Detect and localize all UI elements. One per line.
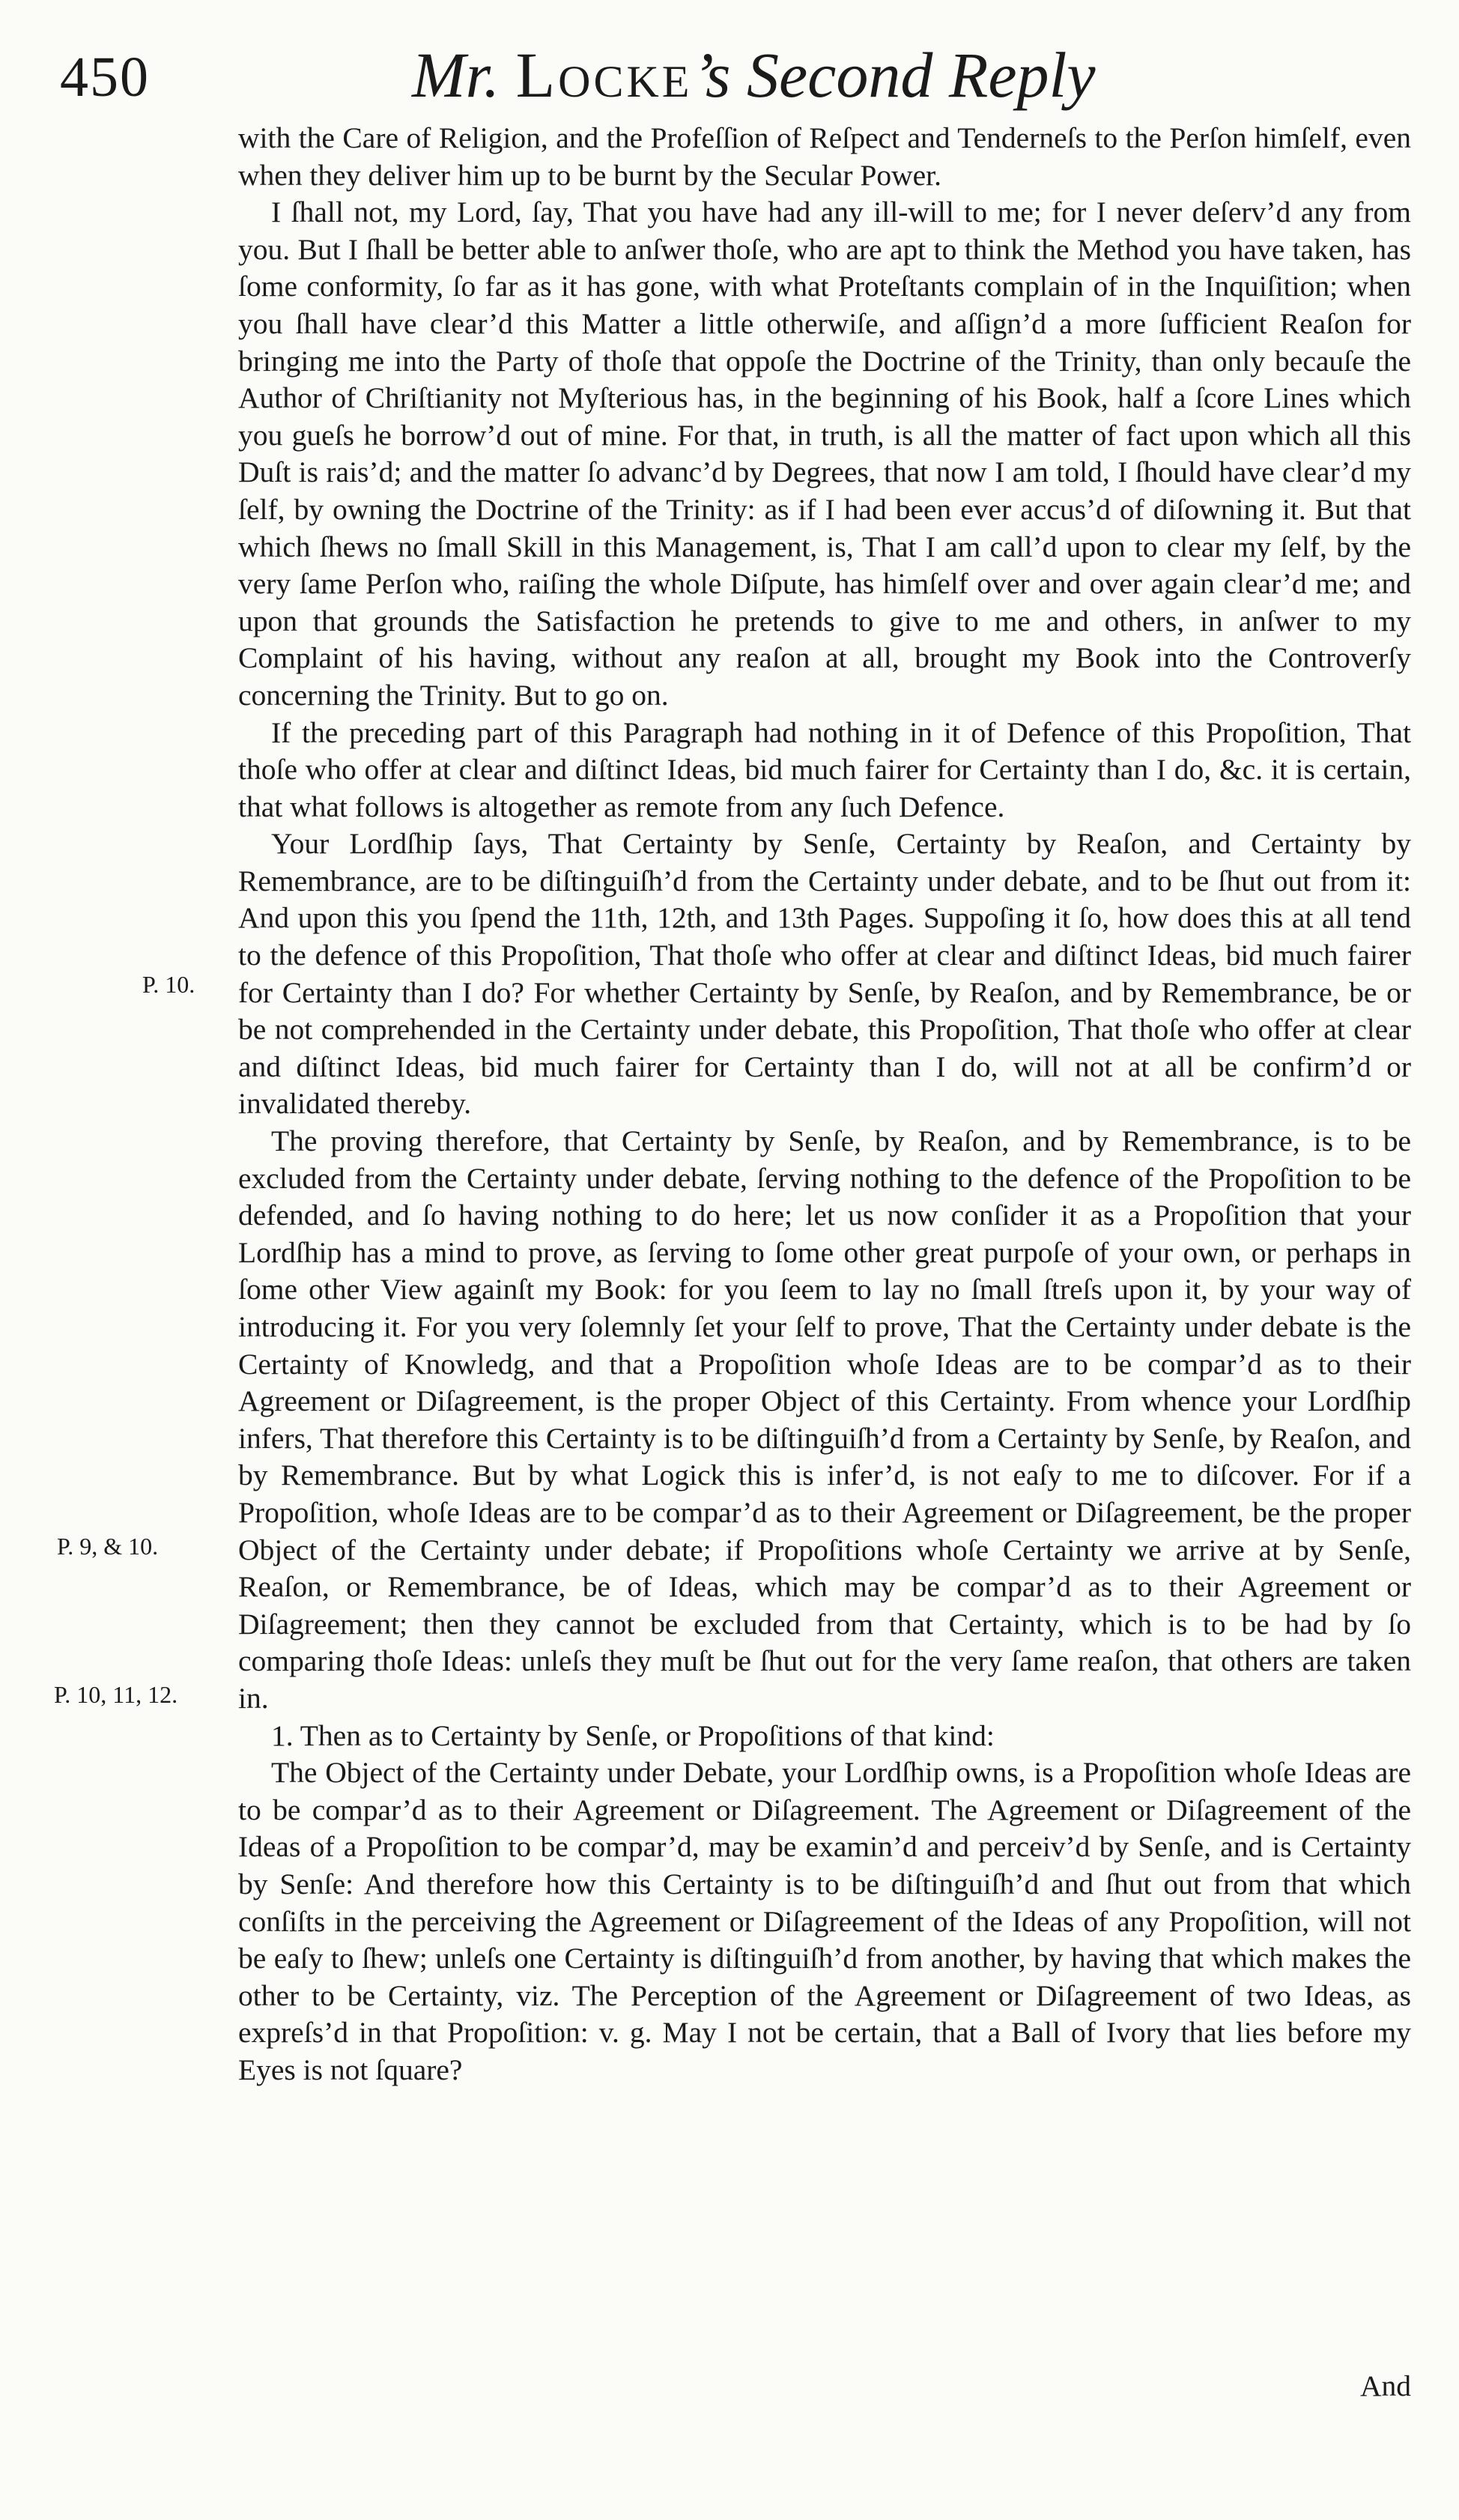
paragraph: The proving therefore, that Certainty by Senſe, by Reaſon, and by Remembrance, is to be excluded from the Certainty under debate, ſerving nothing to the defence of the Propoſition to be defended, and ſo having nothing to do here; let us now conſider it as a Propoſition that your Lordſhip has a mind to prove, as ſerving to ſome other great purpoſe of your own, or perhaps in ſome other View againſt my Book: for you ſeem to lay no ſmall ſtreſs upon it, by your way of introducing it. For you very ſolemnly ſet your ſelf to prove, That the Certainty under debate is the Certainty of Knowledg, and that a Propoſition whoſe Ideas are to be compar’d as to their Agreement or Diſagreement, is the proper Object of this Certainty. From whence your Lordſhip infers, That therefore this Certainty is to be diſtinguiſh’d from a Certainty by Senſe, by Reaſon, and by Remembrance. But by what Logick this is infer’d, is not eaſy to me to diſcover. For if a Propoſition, whoſe Ideas are to be compar’d as to their Agreement or Diſagreement, be the proper Object of the Certainty under debate; if Propoſitions whoſe Certainty we arrive at by Senſe, Reaſon, or Remembrance, be of Ideas, which may be compar’d as to their Agreement or Diſagreement; then they cannot be excluded from that Certainty, which is to be had by ſo comparing thoſe Ideas: unleſs they muſt be ſhut out for the very ſame reaſon, that others are taken in. (238, 1124, 1411, 1715)
paragraph: The Object of the Certainty under Debate, your Lordſhip owns, is a Propoſition whoſe Ideas are to be compar’d as to their Agreement or Diſagreement. The Agreement or Diſagreement of the Ideas of a Propoſition to be compar’d, may be examin’d and perceiv’d by Senſe, and is Certainty by Senſe: And therefore how this Certainty is to be diſtinguiſh’d and ſhut out from that which conſiſts in the perceiving the Agreement or Diſagreement of the Ideas of any Propoſition, will not be eaſy to ſhew; unleſs one Certainty is diſtinguiſh’d from another, by having that which makes the other to be Certainty, viz. The Perception of the Agreement or Diſagreement of two Ideas, as expreſs’d in that Propoſition: v. g. May I not be certain, that a Ball of Ivory that lies before my Eyes is not ſquare? (238, 1756, 1411, 2086)
paragraph: 1. Then as to Certainty by Senſe, or Propoſitions of that kind: (271, 1718, 995, 1752)
page-header (60, 28, 1408, 126)
paragraph: Your Lordſhip ſays, That Certainty by Senſe, Certainty by Reaſon, and Certainty by Remembrance, are to be diſtinguiſh’d from the Certainty under debate, and to be ſhut out from it: And upon this you ſpend the 11th, 12th, and 13th Pages. Suppoſing it ſo, how does this at all tend to the defence of this Propoſition, That thoſe who offer at clear and diſtinct Ideas, bid much fairer for Certainty than I do? For whether Certainty by Senſe, by Reaſon, and by Remembrance, be or be not comprehended in the Certainty under debate, this Propoſition, That thoſe who offer at clear and diſtinct Ideas, bid much fairer for Certainty than I do, will not at all be confirm’d or invalidated thereby. (238, 827, 1411, 1121)
margin-note: P. 10. (142, 971, 195, 998)
running-head-name: Locke (515, 39, 693, 111)
page-number: 450 (60, 46, 150, 109)
running-head (412, 37, 1096, 112)
paragraph-continuation: with the Care of Religion, and the Profeſſion of Reſpect and Tenderneſs to the Perſon himſelf, even when they deliver him up to be burnt by the Secular Power. (238, 121, 1411, 192)
margin-note: P. 9, & 10. (57, 1533, 159, 1560)
paragraph: If the preceding part of this Paragraph had nothing in it of Defence of this Propoſition, That thoſe who offer at clear and diſtinct Ideas, bid much fairer for Certainty than I do, &c. it is certain, that what follows is altogether as remote from any ſuch Defence. (238, 715, 1411, 823)
body-text (238, 120, 1411, 2089)
running-head-suffix: ’s Second Reply (692, 39, 1096, 111)
paragraph: I ſhall not, my Lord, ſay, That you have had any ill-will to me; for I never deſerv’d any from you. But I ſhall be better able to anſwer thoſe, who are apt to think the Method you have taken, has ſome conformity, ſo far as it has gone, with what Proteſtants complain of in the Inquiſition; when you ſhall have clear’d this Matter a little otherwiſe, and aſſign’d a more ſufficient Reaſon for bringing me into the Party of thoſe that oppoſe the Doctrine of the Trinity, than only becauſe the Author of Chriſtianity not Myſterious has, in the beginning of his Book, half a ſcore Lines which you gueſs he borrow’d out of mine. For that, in truth, is all the matter of fact upon which all this Duſt is rais’d; and the matter ſo advanc’d by Degrees, that now I am told, I ſhould have clear’d my ſelf, by owning the Doctrine of the Trinity: as if I had been ever accus’d of diſowning it. But that which ſhews no ſmall Skill in this Management, is, That I am call’d upon to clear my ſelf, by the very ſame Perſon who, raiſing the whole Diſpute, has himſelf over and over again clear’d me; and upon that grounds the Satisfaction he pretends to give to me and others, in anſwer to my Complaint of his having, without any reaſon at all, brought my Book into the Controverſy concerning the Trinity. But to go on. (238, 196, 1411, 712)
running-head-prefix: Mr. (412, 39, 516, 111)
catchword: And (1359, 2369, 1411, 2402)
margin-note: P. 10, 11, 12. (54, 1681, 178, 1708)
